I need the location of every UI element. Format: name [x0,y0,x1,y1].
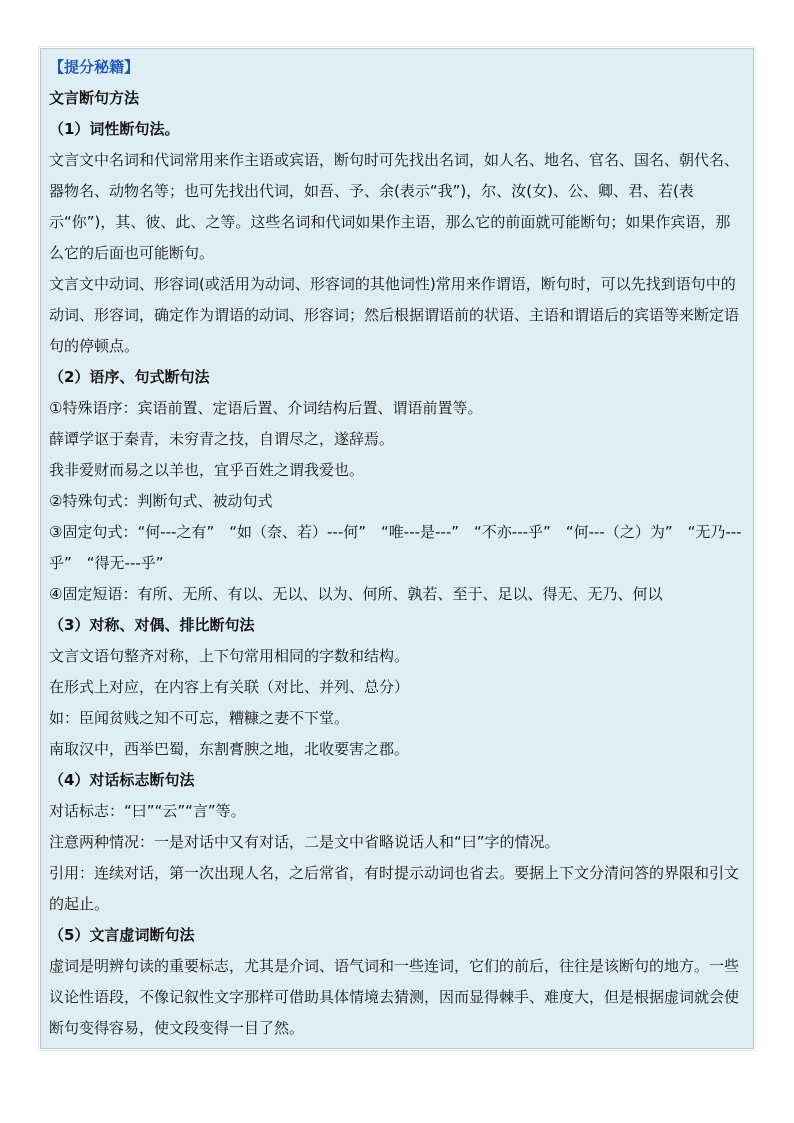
text-line: ①特殊语序：宾语前置、定语后置、介词结构后置、谓语前置等。 [49,399,483,417]
example-line: 我非爱财而易之以羊也，宜乎百姓之谓我爱也。 [49,461,365,479]
example-line: 如：臣闻贫贱之知不可忘，糟糠之妻不下堂。 [49,709,350,727]
paragraph: 文言文中动词、形容词(或活用为动词、形容词的其他词性)常用来作谓语，断句时，可以先找到语句中的动词、形容词，确定作为谓语的动词、形容词；然后根据谓语前的状语、主语和谓语后的宾语等来断定语句的停顿点。 [49,275,740,355]
text-line: 注意两种情况：一是对话中又有对话，二是文中省略说话人和“曰”字的情况。 [49,833,560,851]
section-tag: 【提分秘籍】 [49,58,140,76]
text-line: ③固定句式：“何---之有” “如（奈、若）---何” “唯---是---” “不亦---乎” “何---（之）为” “无乃---乎” “得无---乎” [49,523,742,572]
example-line: 薛谭学讴于秦青，未穷青之技，自谓尽之，遂辞焉。 [49,430,395,448]
section-heading-1: （1）词性断句法。 [49,120,180,138]
text-line: ②特殊句式：判断句式、被动句式 [49,492,273,510]
example-line: 南取汉中，西举巴蜀，东割膏腴之地，北收要害之郡。 [49,740,410,758]
section-heading-3: （3）对称、对偶、排比断句法 [49,616,255,634]
section-heading-4: （4）对话标志断句法 [49,771,195,789]
page-title: 文言断句方法 [49,89,140,107]
section-heading-2: （2）语序、句式断句法 [49,368,210,386]
section-heading-5: （5）文言虚词断句法 [49,926,195,944]
tips-box [40,48,754,1049]
text-line: 文言文语句整齐对称，上下句常用相同的字数和结构。 [49,647,410,665]
paragraph: 虚词是明辨句读的重要标志，尤其是介词、语气词和一些连词，它们的前后，往往是该断句的地方。一些议论性语段，不像记叙性文字那样可借助具体情境去猜测，因而显得棘手、难度大，但是根据虚词就会使断句变得容易，使文段变得一目了然。 [49,957,740,1037]
paragraph: 文言文中名词和代词常用来作主语或宾语，断句时可先找出名词，如人名、地名、官名、国名、朝代名、器物名、动物名等；也可先找出代词，如吾、予、余(表示“我”)，尔、汝(女)、公、卿、君、若(表示“你”)，其、彼、此、之等。这些名词和代词如果作主语，那么它的前面就可能断句；如果作宾语，那么它的后面也可能断句。 [49,151,740,262]
text-line: 在形式上对应，在内容上有关联（对比、并列、总分） [49,678,410,696]
paragraph: 引用：连续对话，第一次出现人名，之后常省，有时提示动词也省去。要据上下文分清问答的界限和引文的起止。 [49,864,740,913]
text-line: 对话标志：“曰”“云”“言”等。 [49,802,246,820]
text-line: ④固定短语：有所、无所、有以、无以、以为、何所、孰若、至于、足以、得无、无乃、何以 [49,585,663,603]
